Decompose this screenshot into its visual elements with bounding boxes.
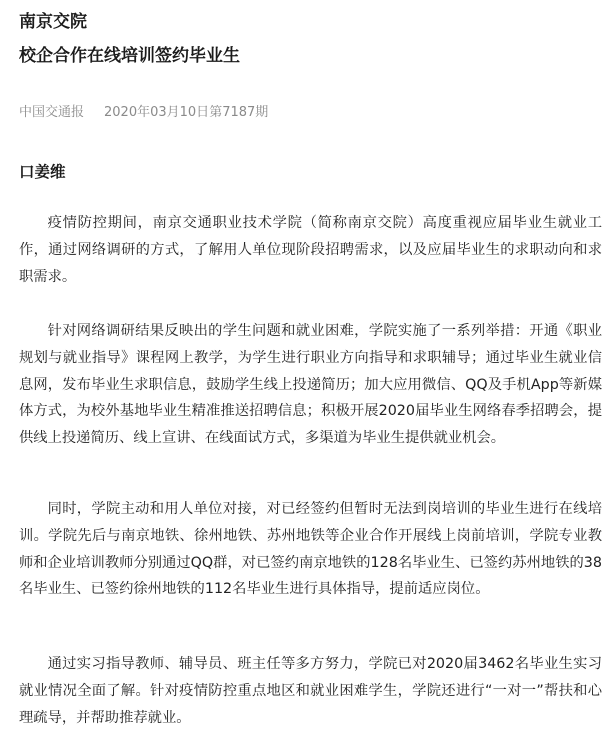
source-label: 中国交通报 [19, 105, 85, 120]
paragraph: 针对网络调研结果反映出的学生问题和就业困难，学院实施了一系列举措：开通《职业规划与就业指导》课程网上教学，为学生进行职业方向指导和求职辅导；通过毕业生就业信息网，发布毕业生求职信息，鼓励学生线上投递简历；加大应用微信、QQ及手机App等新媒体方式，为校外基地毕业生精准推送招聘信息；积极开展2020届毕业生网络春季招聘会，提供线上投递简历、线上宣讲、在线面试方式，多渠道为毕业生提供就业机会。 [19, 323, 602, 447]
issue-number: 第7187期 [209, 105, 269, 120]
paragraph: 通过实习指导教师、辅导员、班主任等多方努力，学院已对2020届3462名毕业生实习就业情况全面了解。针对疫情防控重点地区和就业困难学生，学院还进行“一对一”帮扶和心理疏导，并帮助推荐就业。 [19, 656, 602, 726]
section-kicker: 南京交院 [19, 12, 87, 32]
author-byline: 口姜维 [19, 163, 66, 181]
paragraph: 同时，学院主动和用人单位对接，对已经签约但暂时无法到岗培训的毕业生进行在线培训。学院先后与南京地铁、徐州地铁、苏州地铁等企业合作开展线上岗前培训，学院专业教师和企业培训教师分别通过QQ群，对已签约南京地铁的128名毕业生、已签约苏州地铁的38名毕业生、已签约徐州地铁的112名毕业生进行具体指导，提前适应岗位。 [19, 501, 602, 598]
article-title: 校企合作在线培训签约毕业生 [19, 46, 240, 66]
article-meta [19, 103, 268, 123]
publish-date: 2020年03月10日 [104, 105, 210, 120]
paragraph: 疫情防控期间，南京交通职业技术学院（简称南京交院）高度重视应届毕业生就业工作，通过网络调研的方式，了解用人单位现阶段招聘需求，以及应届毕业生的求职动向和求职需求。 [19, 215, 602, 285]
